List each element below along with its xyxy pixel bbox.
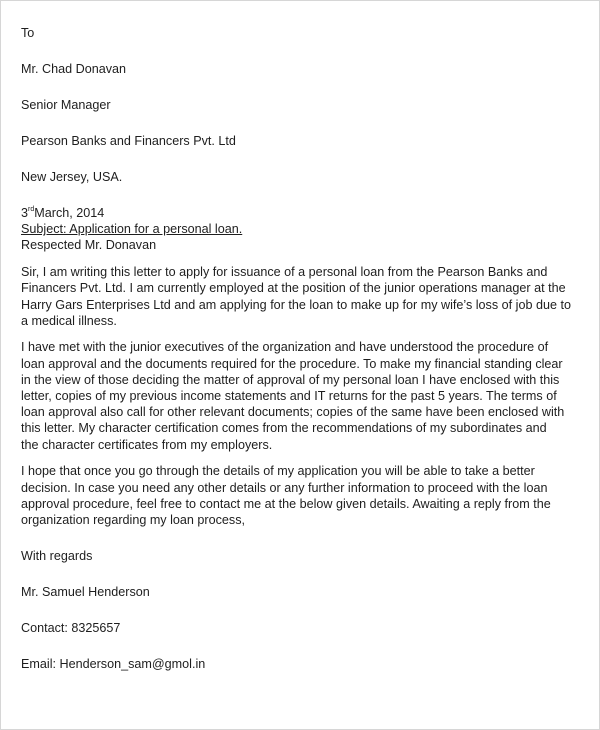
to-label: To [21,26,35,40]
closing: With regards [21,548,93,563]
recipient-location: New Jersey, USA. [21,170,123,184]
body-paragraph-1 [21,264,573,329]
body-paragraph-2 [21,339,573,452]
paragraph-line: the character certificates from my employers. [21,437,273,452]
sender-email: Email: Henderson_sam@gmol.in [21,656,206,671]
recipient-title: Senior Manager [21,98,111,112]
paragraph-line: approval procedure, feel free to contact me at the below given details. Awaiting a reply from the [21,496,551,511]
paragraph-line: Financers Pvt. Ltd. I am currently employed at the position of the junior operations manager at the [21,281,566,296]
paragraph-line: Sir, I am writing this letter to apply for issuance of a personal loan from the Pearson Banks and [21,265,548,280]
loan-application-letter [21,25,573,672]
paragraph-line: organization regarding my loan process, [21,512,246,527]
paragraph-line: decision. In case you need any other details or any further information to proceed with the loan [21,480,548,495]
paragraph-line: letter, copies of my previous income statements and IT returns for the past 5 years. The terms of [21,389,557,404]
recipient-name: Mr. Chad Donavan [21,62,127,76]
letter-subject: Subject: Application for a personal loan. [21,222,243,237]
recipient-company: Pearson Banks and Financers Pvt. Ltd [21,134,236,148]
paragraph-line: in the view of those deciding the matter of approval of my personal loan I have enclosed with this [21,372,560,387]
date-suffix: rd [28,205,35,213]
date-day: 3 [21,206,29,220]
letter-date [21,205,573,221]
paragraph-line: loan approval and the documents required for the procedure. To make my financial standing clear [21,356,563,371]
body-paragraph-3 [21,463,573,528]
sender-name: Mr. Samuel Henderson [21,584,150,599]
date-rest: March, 2014 [34,206,105,220]
paragraph-line: I hope that once you go through the details of my application you will be able to take a better [21,464,535,479]
sender-contact: Contact: 8325657 [21,620,121,635]
salutation: Respected Mr. Donavan [21,238,157,253]
paragraph-line: loan approval also call for other relevant documents; copies of the same have been enclosed with [21,405,565,420]
paragraph-line: this letter. My character certification comes from the recommendations of my subordinates and [21,421,547,436]
paragraph-line: Harry Gars Enterprises Ltd and am applying for the loan to make up for my wife’s loss of job due to [21,297,571,312]
paragraph-line: a medical illness. [21,313,117,328]
paragraph-line: I have met with the junior executives of the organization and have understood the procedure of [21,340,549,355]
